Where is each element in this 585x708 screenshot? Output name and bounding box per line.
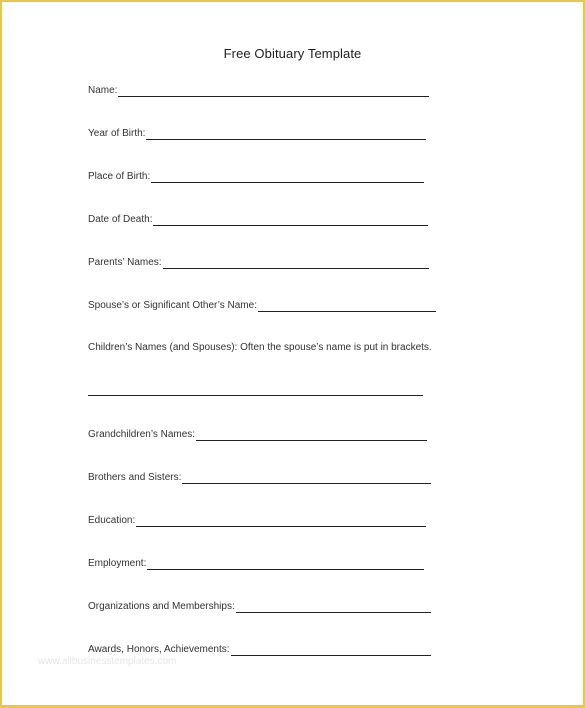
grandchildrens-names-input-line[interactable] bbox=[196, 430, 427, 441]
brothers-sisters-label: Brothers and Sisters: bbox=[88, 472, 182, 483]
spouse-name-label: Spouse’s or Significant Other’s Name: bbox=[88, 300, 257, 311]
brothers-sisters-input-line[interactable] bbox=[182, 473, 431, 484]
organizations-field bbox=[88, 599, 431, 613]
document-title: Free Obituary Template bbox=[223, 46, 362, 61]
parents-names-label: Parents’ Names: bbox=[88, 257, 162, 268]
date-of-death-input-line[interactable] bbox=[153, 215, 428, 226]
place-of-birth-label: Place of Birth: bbox=[88, 171, 151, 182]
date-of-death-label: Date of Death: bbox=[88, 214, 153, 225]
name-field bbox=[88, 83, 429, 97]
date-of-death-field bbox=[88, 212, 428, 226]
education-field bbox=[88, 513, 426, 527]
parents-names-field bbox=[88, 255, 429, 269]
name-label: Name: bbox=[88, 85, 118, 96]
awards-label: Awards, Honors, Achievements: bbox=[88, 644, 230, 655]
grandchildrens-names-field bbox=[88, 427, 427, 441]
name-input-line[interactable] bbox=[118, 86, 429, 97]
spouse-name-input-line[interactable] bbox=[258, 301, 436, 312]
education-label: Education: bbox=[88, 515, 136, 526]
employment-input-line[interactable] bbox=[147, 559, 424, 570]
employment-field bbox=[88, 556, 424, 570]
organizations-label: Organizations and Memberships: bbox=[88, 601, 235, 612]
place-of-birth-input-line[interactable] bbox=[151, 172, 424, 183]
grandchildrens-names-label: Grandchildren’s Names: bbox=[88, 429, 196, 440]
education-input-line[interactable] bbox=[136, 516, 426, 527]
watermark: www.allbusinesstemplates.com bbox=[38, 656, 177, 667]
year-of-birth-label: Year of Birth: bbox=[88, 128, 146, 139]
parents-names-input-line[interactable] bbox=[163, 258, 429, 269]
childrens-names-label: Children’s Names (and Spouses): Often the spouse’s name is put in brackets. bbox=[88, 342, 432, 353]
year-of-birth-input-line[interactable] bbox=[146, 129, 426, 140]
organizations-input-line[interactable] bbox=[236, 602, 431, 613]
awards-input-line[interactable] bbox=[231, 645, 431, 656]
year-of-birth-field bbox=[88, 126, 426, 140]
place-of-birth-field bbox=[88, 169, 424, 183]
employment-label: Employment: bbox=[88, 558, 147, 569]
brothers-sisters-field bbox=[88, 470, 431, 484]
childrens-names-input-line[interactable] bbox=[88, 395, 423, 396]
spouse-name-field bbox=[88, 298, 436, 312]
awards-field bbox=[88, 642, 431, 656]
